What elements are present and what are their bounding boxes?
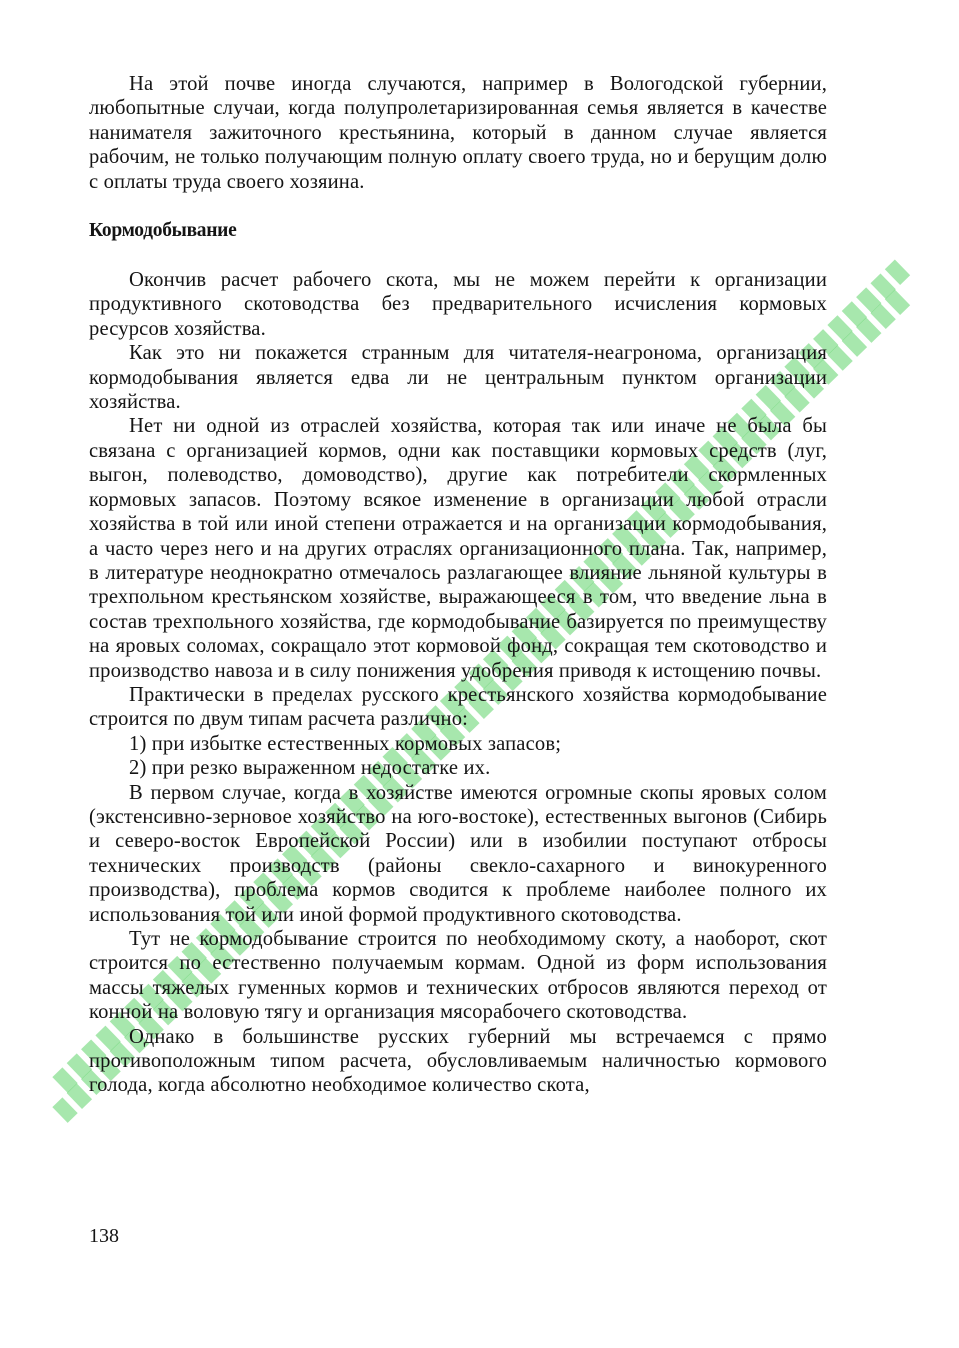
paragraph: Практически в пределах русского крестьянского хозяйства кормодобывание строится по двум типам расчета различно: <box>89 683 827 731</box>
paragraph: На этой почве иногда случаются, например в Вологодской губернии, любопытные случаи, когда полупролетаризированная семья является в качестве нанимателя зажиточного крестьянина, который в данном случае является рабочим, не только получающим полную оплату своего труда, но и берущим долю с оплаты труда своего хозяина. <box>89 73 827 193</box>
page-body <box>89 72 827 1098</box>
paragraph: Однако в большинстве русских губерний мы встречаемся с прямо противоположным типом расчета, обусловливаемым наличностью кормового голода, когда абсолютно необходимое количество скота, <box>89 1025 827 1097</box>
list-item: 2) при резко выраженном недостатке их. <box>129 757 491 780</box>
paragraph: Нет ни одной из отраслей хозяйства, которая так или иначе не была бы связана с организацией кормов, одни как поставщики кормовых средств (луг, выгон, полеводство, домоводство), другие как потребители скормленных кормовых запасов. Поэтому всякое изменение в организации любой отрасли хозяйства в той или иной степени отражается и на организации кормодобывания, а часто через него и на других отраслях организационного плана. Так, например, в литературе неоднократно отмечалось разлагающее влияние льняной культуры в трехпольном крестьянском хозяйстве, выражающееся в том, что введение льна в состав трехпольного хозяйства, где кормодобывание базируется по преимуществу на яровых соломах, сокращало этот кормовой фонд, сокращая тем скотоводство и производство навоза и в силу понижения удобрения приводя к истощению почвы. <box>89 415 827 682</box>
paragraph: Как это ни покажется странным для читателя-неагронома, организация кормодобывания является едва ли не центральным пунктом организации хозяйства. <box>89 342 827 414</box>
list-item: 1) при избытке естественных кормовых запасов; <box>129 732 562 755</box>
paragraph: Окончив расчет рабочего скота, мы не можем перейти к организации продуктивного скотоводства без предварительного исчисления кормовых ресурсов хозяйства. <box>89 269 827 340</box>
page-number: 138 <box>89 1225 119 1247</box>
paragraph: В первом случае, когда в хозяйстве имеются огромные скопы яровых солом (экстенсивно-зерновое хозяйство на юго-востоке), естественных выгонов (Сибирь и северо-восток Европейской России) или в изобилии поступают отбросы технических производств (районы свекло-сахарного и винокуренного производства), проблема кормов сводится к проблеме наиболее полного их использования той или иной формой продуктивного скотоводства. <box>89 781 827 926</box>
section-heading: Кормодобывание <box>89 220 237 242</box>
paragraph: Тут не кормодобывание строится по необходимому скоту, а наоборот, скот строится по естественно получаемым кормам. Одной из форм использования массы тяжелых гуменных кормов и технических отбросов являются переход от конной на воловую тягу и организация мясорабочего скотоводства. <box>89 928 827 1024</box>
